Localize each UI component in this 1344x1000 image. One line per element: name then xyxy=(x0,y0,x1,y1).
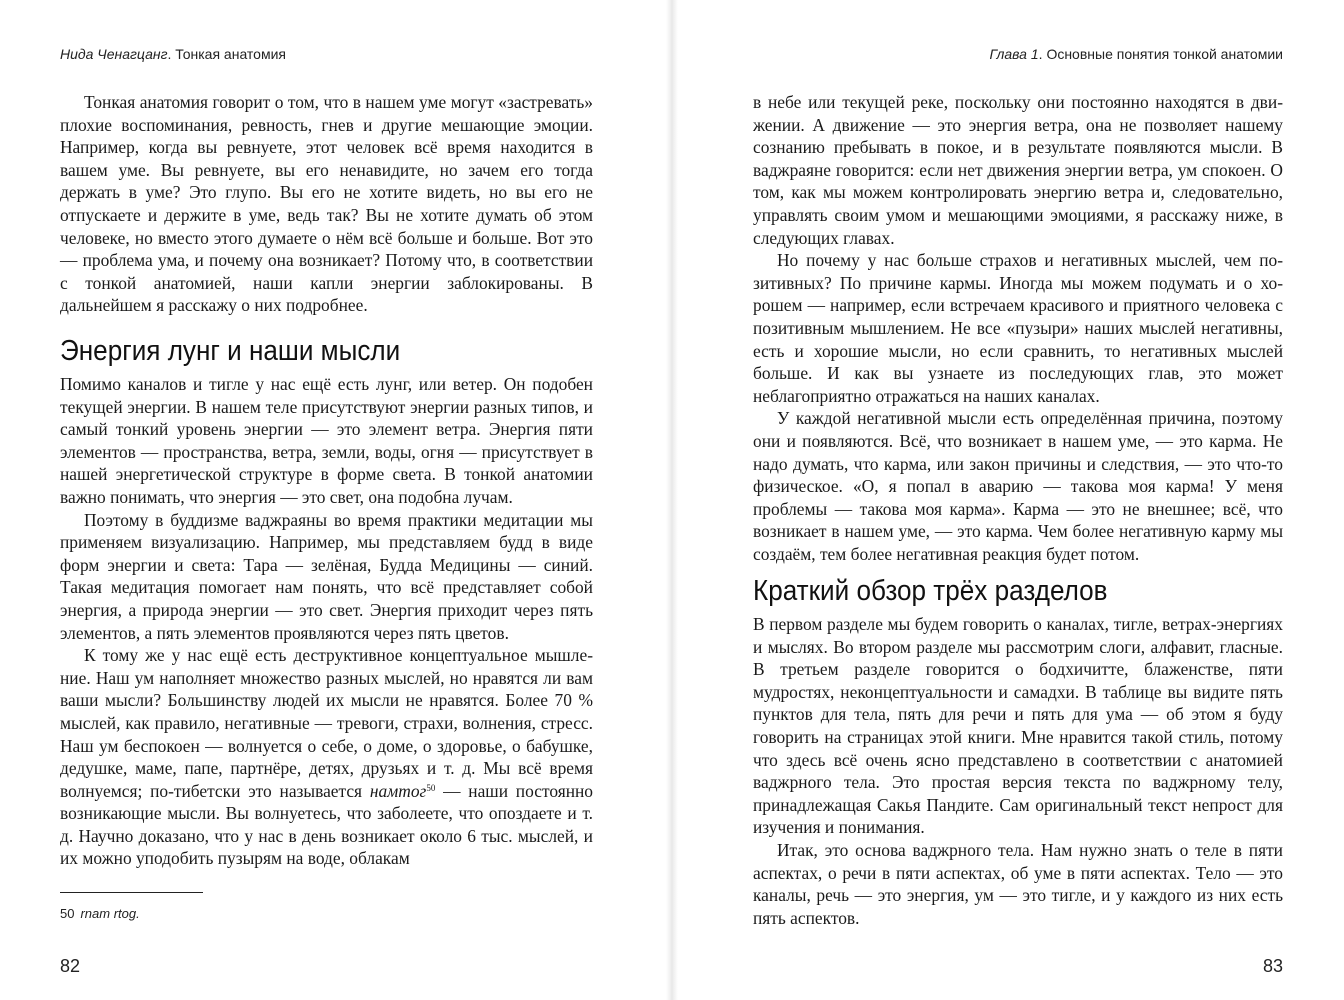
footnote-number: 50 xyxy=(60,906,75,921)
running-head-chapter: Глава 1 xyxy=(989,46,1039,62)
body-paragraph xyxy=(60,644,593,870)
right-page xyxy=(753,0,1283,1000)
right-section-block xyxy=(753,613,1283,929)
page-number-right: 83 xyxy=(1262,956,1283,976)
body-paragraph: в небе или текущей реке, поскольку они постоянно находятся в движении. А движение — это энергия ветра, она не позволяет нашему сознанию пребывать в покое, и в результате появляются мысли. В ваджраяне говорится: если нет движения энергии ветра, ум спокоен. О том, как мы можем контролировать энергию ветра и, следовательно, управлять своим умом и мешающими эмоциями, я расскажу ниже, в следующих главах. xyxy=(753,92,1283,248)
body-paragraph: Тонкая анатомия говорит о том, что в нашем уме могут «застревать» плохие воспоминания, ревность, гнев и другие мешающие эмоции. Например, когда вы ревнуете, этот человек всё время находится в вашем уме. Вы ревнуете, вы его ненавидите, но зачем его тогда держать в уме? Это глупо. Вы его не хотите видеть, но вы его не отпускаете и держите в уме, ведь так? Вы не хотите думать об этом человеке, но вместо этого думаете о нём всё больше и больше. Вот это — проблема ума, и почему она возникает? Потому что, в соответствии с тонкой анатомией, наши капли энергии заблокированы. В дальнейшем я расскажу о них подробнее. xyxy=(60,92,593,316)
left-running-head xyxy=(60,46,286,62)
left-page xyxy=(60,0,593,1000)
footnote-separator xyxy=(60,892,203,893)
page-number-left: 82 xyxy=(60,956,81,976)
body-paragraph: Но почему у нас больше страхов и негативных мыслей, чем позитивных? По причине кармы. Иногда мы можем подумать и о хорошем — например, если встречаем красивого и приятного человека с позитивным мышлением. Не все «пузыри» наших мыслей негативны, есть и хорошие мысли, но если сравнить, то негативных мыслей больше. И как вы узнаете из последующих глав, это может неблагоприятно отражаться на наших каналах. xyxy=(753,250,1283,406)
body-paragraph: В первом разделе мы будем говорить о каналах, тигле, ветрах-энергиях и мыслях. Во втором разделе мы рассмотрим слоги, алфавит, гласные. В третьем разделе говорится о бодхичитте, блаженстве, пяти мудростях, неконцептуальности и самадхи. В таблице вы видите пять пунктов для тела, пять для речи и пять для ума — об этом я буду говорить на страницах этой книги. Мне нравится такой стиль, потому что здесь всё очень ясно представлено в соответствии с анатомией ваджрного тела. Это простая версия текста по ваджрному телу, принадлежащая Сакья Пандите. Сам оригинальный текст непрост для изучения и понимания. xyxy=(753,614,1283,838)
section-heading-overview: Краткий обзор трёх разделов xyxy=(753,575,1108,607)
body-paragraph: У каждой негативной мысли есть определённая причина, поэтому они и появляются. Всё, что возникает в нашем уме, — это карма. Не надо думать, что карма, или закон причины и следствия, — это что-то физическое. «О, я попал в аварию — такова моя карма! У меня проблемы — такова моя карма». Карма — это не внешнее; всё, что возникает в нашем уме, — это карма. Чем более негативную карму мы создаём, тем более негативная реакция будет потом. xyxy=(753,408,1283,564)
book-gutter xyxy=(666,0,678,1000)
running-head-book-title: Тонкая анатомия xyxy=(175,46,286,62)
running-head-chapter-title: Основные понятия тонкой анатомии xyxy=(1046,46,1283,62)
running-head-separator: . xyxy=(167,46,176,62)
paragraph-text: К тому же у нас ещё есть деструктивное концептуальное мышление. Наш ум наполняет множество разных мыслей, но нравятся ли вам ваши мысли? Большинству людей их мысли не нравятся. Более 70 % мыслей, как правило, негативные — тревоги, страхи, волнения, стресс. Наш ум беспокоен — волнуется о себе, о доме, о здоровье, о бабушке, дедушке, маме, папе, партнёре, детях, друзьях и т. д. Мы всё время волнуемся; по-тибетски это называется xyxy=(60,645,593,801)
body-paragraph: Поэтому в буддизме ваджраяны во время практики медитации мы применяем визуализацию. Например, мы представляем будд в виде форм энергии и света: Тара — зелёная, Будда Медицины — синий. Такая медитация помогает нам понять, что всё представляет собой энергия, а природа энергии — это свет. Энергия приходит через пять элементов, а пять элементов проявляются через пять цветов. xyxy=(60,509,593,643)
tibetan-term: намтог xyxy=(369,780,427,801)
section-heading-lung: Энергия лунг и наши мысли xyxy=(60,335,401,367)
body-paragraph: Помимо каналов и тигле у нас ещё есть лунг, или ветер. Он подобен текущей энергии. В нашем теле присутствуют энергии разных типов, и самый тонкий уровень энергии — это элемент ветра. Энергия пяти элементов — пространства, ветра, земли, воды, огня — присутствует в нашей энергетической структуре в форме света. В тонкой анатомии важно понимать, что энергия — это свет, она подобна лучам. xyxy=(60,374,593,507)
left-section-block xyxy=(60,373,593,870)
right-continued-block xyxy=(753,91,1283,565)
footnote-text: rnam rtog. xyxy=(80,906,140,921)
running-head-separator: . xyxy=(1038,46,1047,62)
footnote-reference[interactable]: 50 xyxy=(426,782,436,793)
body-paragraph: Итак, это основа ваджрного тела. Нам нужно знать о теле в пяти аспектах, о речи в пяти аспектах, об уме в пяти аспектах. Тело — это каналы, речь — это энергия, ум — это тигле, и у каждого из них есть пять аспектов. xyxy=(753,839,1283,928)
paragraph-text: — наши постоянно возникающие мысли. Вы волнуетесь, что заболеете, что опоздаете и т. д. Научно доказано, что у нас в день возникает около 6 тыс. мыслей, и их можно уподобить пузырям на воде, облакам xyxy=(60,780,593,869)
right-running-head xyxy=(990,46,1284,62)
running-head-author: Нида Ченагцанг xyxy=(60,46,168,62)
left-intro-block xyxy=(60,91,593,317)
footnote xyxy=(60,906,140,921)
